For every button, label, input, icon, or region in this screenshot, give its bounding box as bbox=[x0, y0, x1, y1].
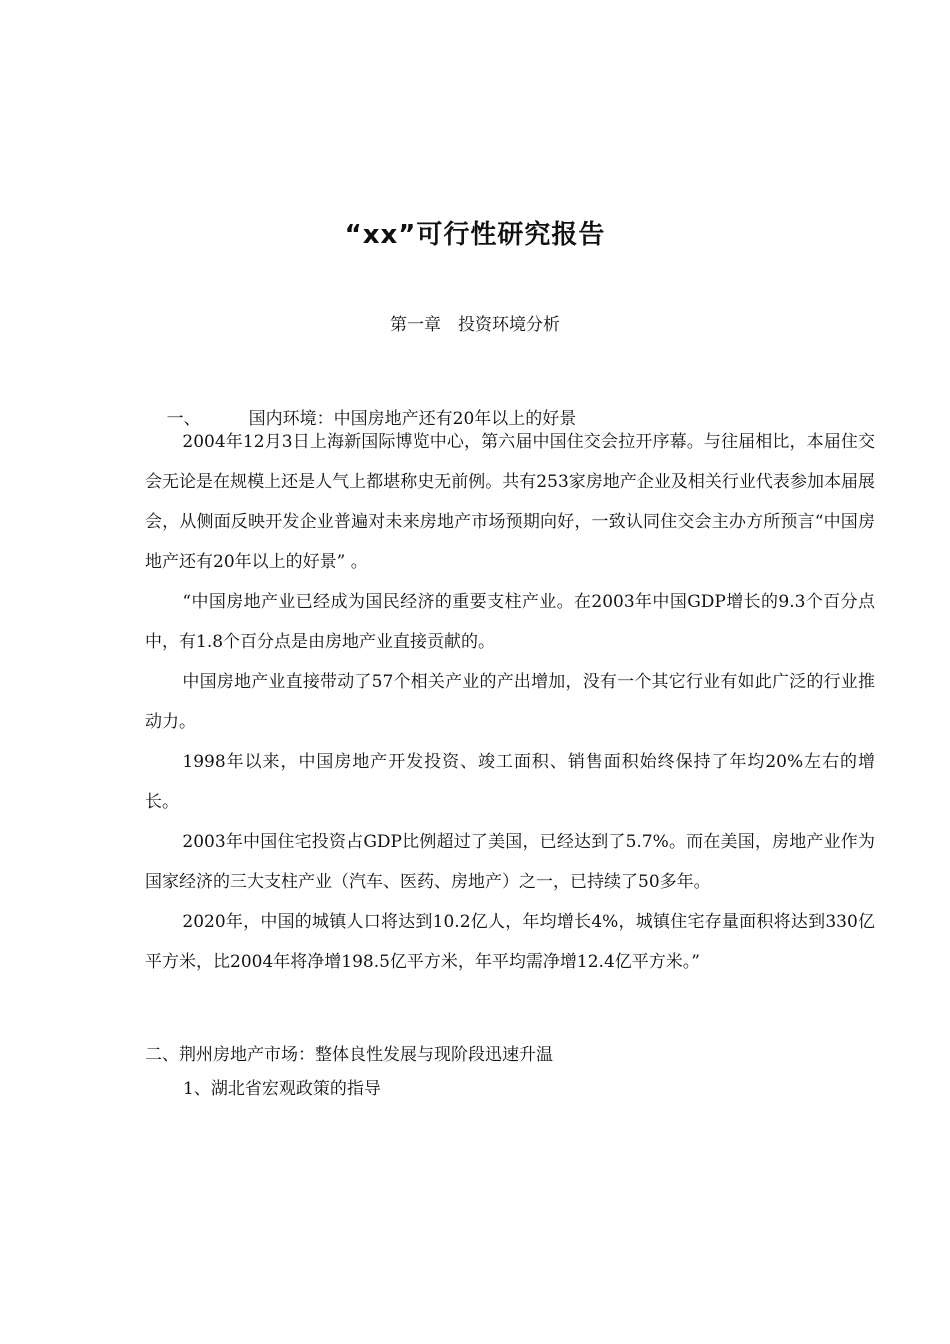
section-2-heading: 二、荆州房地产市场：整体良性发展与现阶段迅速升温 bbox=[145, 1045, 553, 1065]
paragraph: 2020年，中国的城镇人口将达到10.2亿人，年均增长4%，城镇住宅存量面积将达到330亿平方米，比2004年将净增198.5亿平方米，年平均需净增12.4亿平方米。” bbox=[145, 912, 875, 972]
paragraph: 1998年以来，中国房地产开发投资、竣工面积、销售面积始终保持了年均20%左右的增长。 bbox=[145, 752, 875, 812]
section-1-title: 国内环境：中国房地产还有20年以上的好景 bbox=[248, 409, 577, 429]
paragraph: 2003年中国住宅投资占GDP比例超过了美国，已经达到了5.7%。而在美国，房地产业作为国家经济的三大支柱产业（汽车、医药、房地产）之一，已持续了50多年。 bbox=[145, 832, 875, 892]
paragraph: 中国房地产业直接带动了57个相关产业的产出增加，没有一个其它行业有如此广泛的行业推动力。 bbox=[145, 672, 875, 732]
paragraph: 2004年12月3日上海新国际博览中心，第六届中国住交会拉开序幕。与往届相比，本届住交会无论是在规模上还是人气上都堪称史无前例。共有253家房地产企业及相关行业代表参加本届展会，从侧面反映开发企业普遍对未来房地产市场预期向好，一致认同住交会主办方所预言“中国房地产还有20年以上的好景” 。 bbox=[145, 432, 875, 572]
subsection-heading: 1、湖北省宏观政策的指导 bbox=[183, 1079, 381, 1099]
document-title: “xx”可行性研究报告 bbox=[344, 220, 606, 250]
section-1-body bbox=[145, 422, 875, 982]
chapter-heading: 第一章 投资环境分析 bbox=[390, 315, 560, 335]
paragraph: “中国房地产业已经成为国民经济的重要支柱产业。在2003年中国GDP增长的9.3个百分点中，有1.8个百分点是由房地产业直接贡献的。 bbox=[145, 592, 875, 652]
section-1-number: 一、 bbox=[166, 409, 201, 429]
